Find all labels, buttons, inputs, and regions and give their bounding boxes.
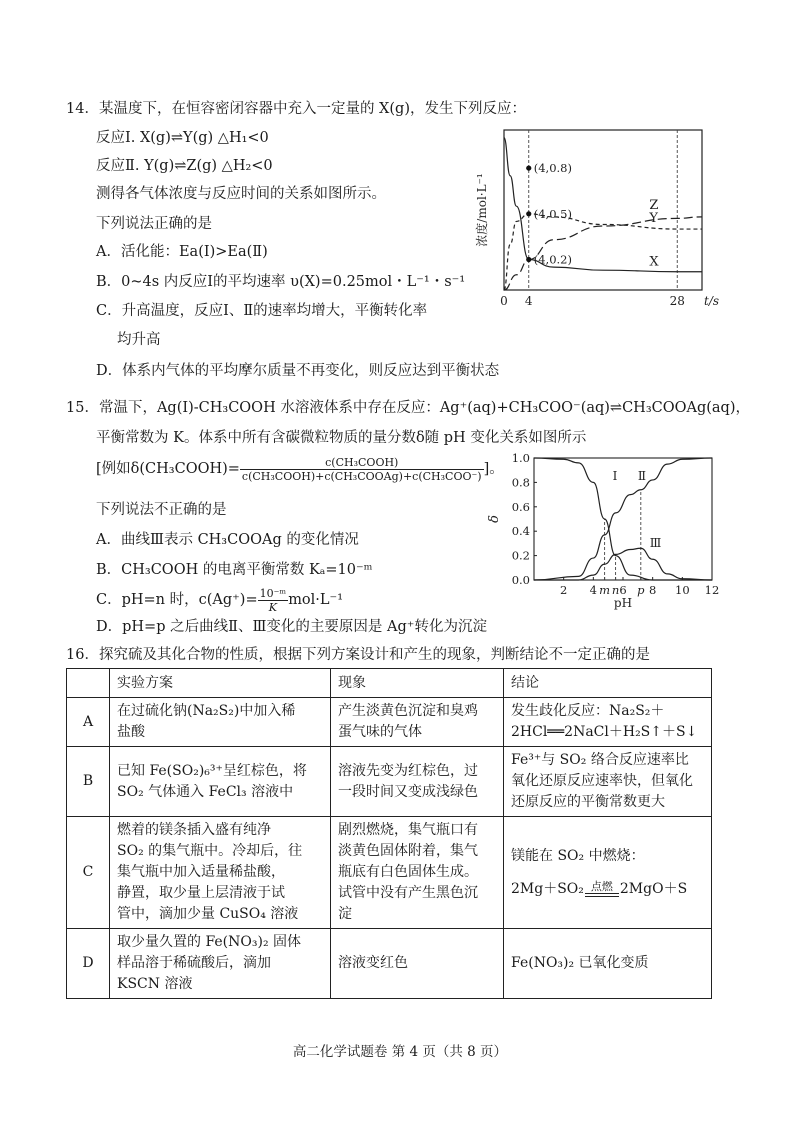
x-tick-label: 28 (669, 294, 685, 308)
text-line: SO₂ 气体通入 FeCl₃ 溶液中 (117, 783, 294, 800)
q15-question: 下列说法不正确的是 (96, 502, 227, 518)
data-point-label: (4,0.8) (533, 161, 572, 176)
table-row (67, 929, 712, 999)
text-line: 管中，滴加少量 CuSO₄ 溶液 (117, 906, 299, 922)
x-tick-label: p (637, 583, 645, 597)
text-line: 盐酸 (117, 724, 145, 740)
table-header-phenomenon: 现象 (331, 669, 504, 698)
text-line: 试管中没有产生黑色沉 (338, 885, 478, 901)
y-tick-label: 1.0 (511, 451, 530, 465)
row-plan (110, 698, 331, 747)
table-header-plan: 实验方案 (110, 669, 331, 698)
q15-option-c-denominator: K (268, 600, 278, 614)
q15-example-prefix: [例如δ(CH₃COOH)= (96, 461, 240, 477)
series-label-Z: Z (649, 197, 659, 213)
text-line: 在过硫化钠(Na₂S₂)中加入稀 (117, 703, 296, 719)
combustion-equation (511, 879, 704, 900)
table-row (67, 747, 712, 817)
q15-option-c[interactable] (96, 586, 343, 614)
x-tick-label: 4 (589, 583, 597, 597)
q15-option-a[interactable]: A．曲线Ⅲ表示 CH₃COOAg 的变化情况 (96, 532, 359, 548)
y-axis-label: δ (487, 515, 502, 523)
text-line: 淀 (338, 906, 352, 922)
text-line: 产生淡黄色沉淀和臭鸡 (338, 703, 478, 719)
data-point-label: (4,0.2) (533, 252, 572, 267)
q16-stem: 16．探究硫及其化合物的性质，根据下列方案设计和产生的现象，判断结论不一定正确的是 (66, 647, 650, 663)
q14-stem: 14．某温度下，在恒容密闭容器中充入一定量的 X(g)，发生下列反应： (66, 101, 526, 117)
q15-example-suffix: ]。 (483, 461, 504, 477)
text-line: 2HCl══2NaCl＋H₂S↑＋S↓ (511, 724, 698, 740)
q14-option-d[interactable]: D．体系内气体的平均摩尔质量不再变化，则反应达到平衡状态 (96, 363, 500, 379)
x-tick-label: m (599, 583, 611, 597)
y-tick-label: 0.4 (511, 524, 530, 539)
equation-arrow (585, 881, 619, 897)
q14-option-c[interactable]: C．升高温度，反应Ⅰ、Ⅱ的速率均增大，平衡转化率 (96, 303, 428, 319)
row-conclusion (504, 698, 712, 747)
text-line: 剧烈燃烧，集气瓶口有 (338, 822, 478, 838)
text-line: 还原反应的平衡常数更大 (511, 794, 665, 810)
y-tick-label: 0.0 (511, 573, 530, 587)
q15-option-c-fraction (258, 587, 289, 614)
q14-reaction-1: 反应Ⅰ. X(g)⇌Y(g) △H₁<0 (96, 130, 269, 146)
row-conclusion (504, 747, 712, 817)
q14-option-b[interactable]: B．0~4s 内反应Ⅰ的平均速率 υ(X)=0.25mol・L⁻¹・s⁻¹ (96, 274, 466, 290)
x-tick-label: 12 (704, 583, 720, 597)
row-label: A (67, 698, 110, 747)
x-tick-label: 6 (619, 583, 627, 597)
data-point (526, 257, 531, 262)
text-line: 溶液变红色 (338, 955, 408, 971)
equation-left: 2Mg＋SO₂ (511, 880, 584, 897)
q14-option-c-continued: 均升高 (117, 332, 161, 348)
series-label-X: X (649, 254, 659, 270)
text-line: Fe³⁺与 SO₂ 络合反应速率比 (511, 752, 689, 768)
q14-reaction-2: 反应Ⅱ. Y(g)⇌Z(g) △H₂<0 (96, 158, 273, 174)
x-axis-label: pH (613, 596, 633, 610)
table-header-row (67, 669, 712, 698)
spacer (511, 867, 704, 879)
series-label: Ⅰ (612, 468, 618, 483)
series-label: Ⅲ (649, 536, 662, 551)
q15-delta-ph-chart (487, 450, 725, 620)
text-line: 集气瓶中加入适量稀盐酸， (117, 864, 285, 880)
y-tick-label: 0.8 (511, 475, 530, 490)
q15-option-c-suffix: mol·L⁻¹ (288, 592, 344, 608)
row-phenomenon (331, 817, 504, 929)
text-line: 一段时间又变成浅绿色 (338, 783, 478, 800)
text-line: 已知 Fe(SO₂)₆³⁺呈红棕色，将 (117, 762, 307, 779)
q15-example-numerator: c(CH₃COOH) (240, 456, 484, 470)
y-axis-label: 浓度/mol·L⁻¹ (475, 173, 489, 247)
data-point (526, 211, 531, 216)
plot-frame (534, 458, 712, 580)
x-tick-label: 0 (500, 294, 508, 308)
x-tick-label: 8 (649, 583, 657, 597)
q15-example-denominator: c(CH₃COOH)+c(CH₃COOAg)+c(CH₃COO⁻) (241, 469, 482, 483)
q16-table (66, 668, 712, 999)
series-label-Y: Y (649, 211, 658, 227)
q15-stem-1: 15．常温下，Ag(Ⅰ)-CH₃COOH 水溶液体系中存在反应：Ag⁺(aq)+CH₃COO⁻(aq)⇌CH₃COOAg(aq)， (66, 400, 750, 416)
x-tick-label: 2 (560, 583, 568, 597)
equation-right: 2MgO＋S (619, 880, 688, 897)
text-line: 淡黄色固体附着，集气 (338, 843, 478, 859)
text-line: 发生歧化反应：Na₂S₂＋ (511, 703, 665, 719)
table-header-label (67, 669, 110, 698)
row-plan (110, 817, 331, 929)
row-conclusion (504, 929, 712, 999)
row-label: D (67, 929, 110, 999)
text-line: 取少量久置的 Fe(NO₃)₂ 固体 (117, 934, 302, 950)
row-phenomenon (331, 698, 504, 747)
text-line: 样品溶于稀硫酸后，滴加 (117, 955, 271, 971)
data-point-label: (4,0.5) (533, 206, 572, 221)
text-line: 镁能在 SO₂ 中燃烧： (511, 847, 645, 864)
row-label: C (67, 817, 110, 929)
x-axis-label: t/s (704, 294, 720, 308)
row-phenomenon (331, 747, 504, 817)
table-row (67, 817, 712, 929)
text-line: SO₂ 的集气瓶中。冷却后，往 (117, 843, 303, 859)
text-line: 燃着的镁条插入盛有纯净 (117, 822, 271, 838)
text-line: 静置，取少量上层清液于试 (117, 885, 285, 901)
q14-question: 下列说法正确的是 (96, 216, 212, 232)
row-plan (110, 747, 331, 817)
text-line: 氧化还原反应速率快，但氧化 (511, 773, 693, 789)
q14-option-a[interactable]: A．活化能：Ea(Ⅰ)>Ea(Ⅱ) (96, 244, 268, 260)
text-line: 溶液先变为红棕色，过 (338, 762, 478, 779)
q14-concentration-chart (470, 124, 720, 310)
x-tick-label: 4 (524, 294, 533, 308)
row-plan (110, 929, 331, 999)
row-conclusion (504, 817, 712, 929)
q15-stem-2: 平衡常数为 K。体系中所有含碳微粒物质的量分数δ随 pH 变化关系如图所示 (96, 430, 587, 446)
q15-option-c-numerator: 10⁻ᵐ (259, 586, 287, 600)
row-label: B (67, 747, 110, 817)
series-label: Ⅱ (637, 468, 646, 483)
q14-description: 测得各气体浓度与反应时间的关系如图所示。 (96, 186, 386, 202)
series-curve-Ⅱ (534, 458, 712, 580)
text-line: KSCN 溶液 (117, 976, 193, 992)
text-line: Fe(NO₃)₂ 已氧化变质 (511, 955, 649, 971)
q15-option-d[interactable]: D．pH=p 之后曲线Ⅱ、Ⅲ变化的主要原因是 Ag⁺转化为沉淀 (96, 619, 487, 635)
q15-option-b[interactable]: B．CH₃COOH 的电离平衡常数 Kₐ=10⁻ᵐ (96, 562, 373, 578)
double-bar (585, 893, 619, 897)
q15-example (96, 452, 504, 486)
row-phenomenon (331, 929, 504, 999)
series-curve-Ⅰ (534, 458, 712, 580)
text-line: 蛋气味的气体 (338, 724, 422, 740)
text-line: 瓶底有白色固体生成。 (338, 864, 478, 880)
x-tick-label: 10 (675, 583, 690, 597)
data-point (526, 165, 531, 170)
x-tick-label: n (611, 583, 620, 597)
table-row (67, 698, 712, 747)
y-tick-label: 0.6 (511, 499, 530, 514)
table-header-conclusion: 结论 (504, 669, 712, 698)
y-tick-label: 0.2 (511, 548, 530, 563)
page-footer: 高二化学试题卷 第 4 页（共 8 页） (292, 1044, 508, 1060)
reaction-condition: 点燃 (590, 880, 613, 893)
q15-option-c-prefix: C．pH=n 时，c(Ag⁺)= (96, 592, 258, 608)
q15-example-fraction (240, 456, 484, 483)
